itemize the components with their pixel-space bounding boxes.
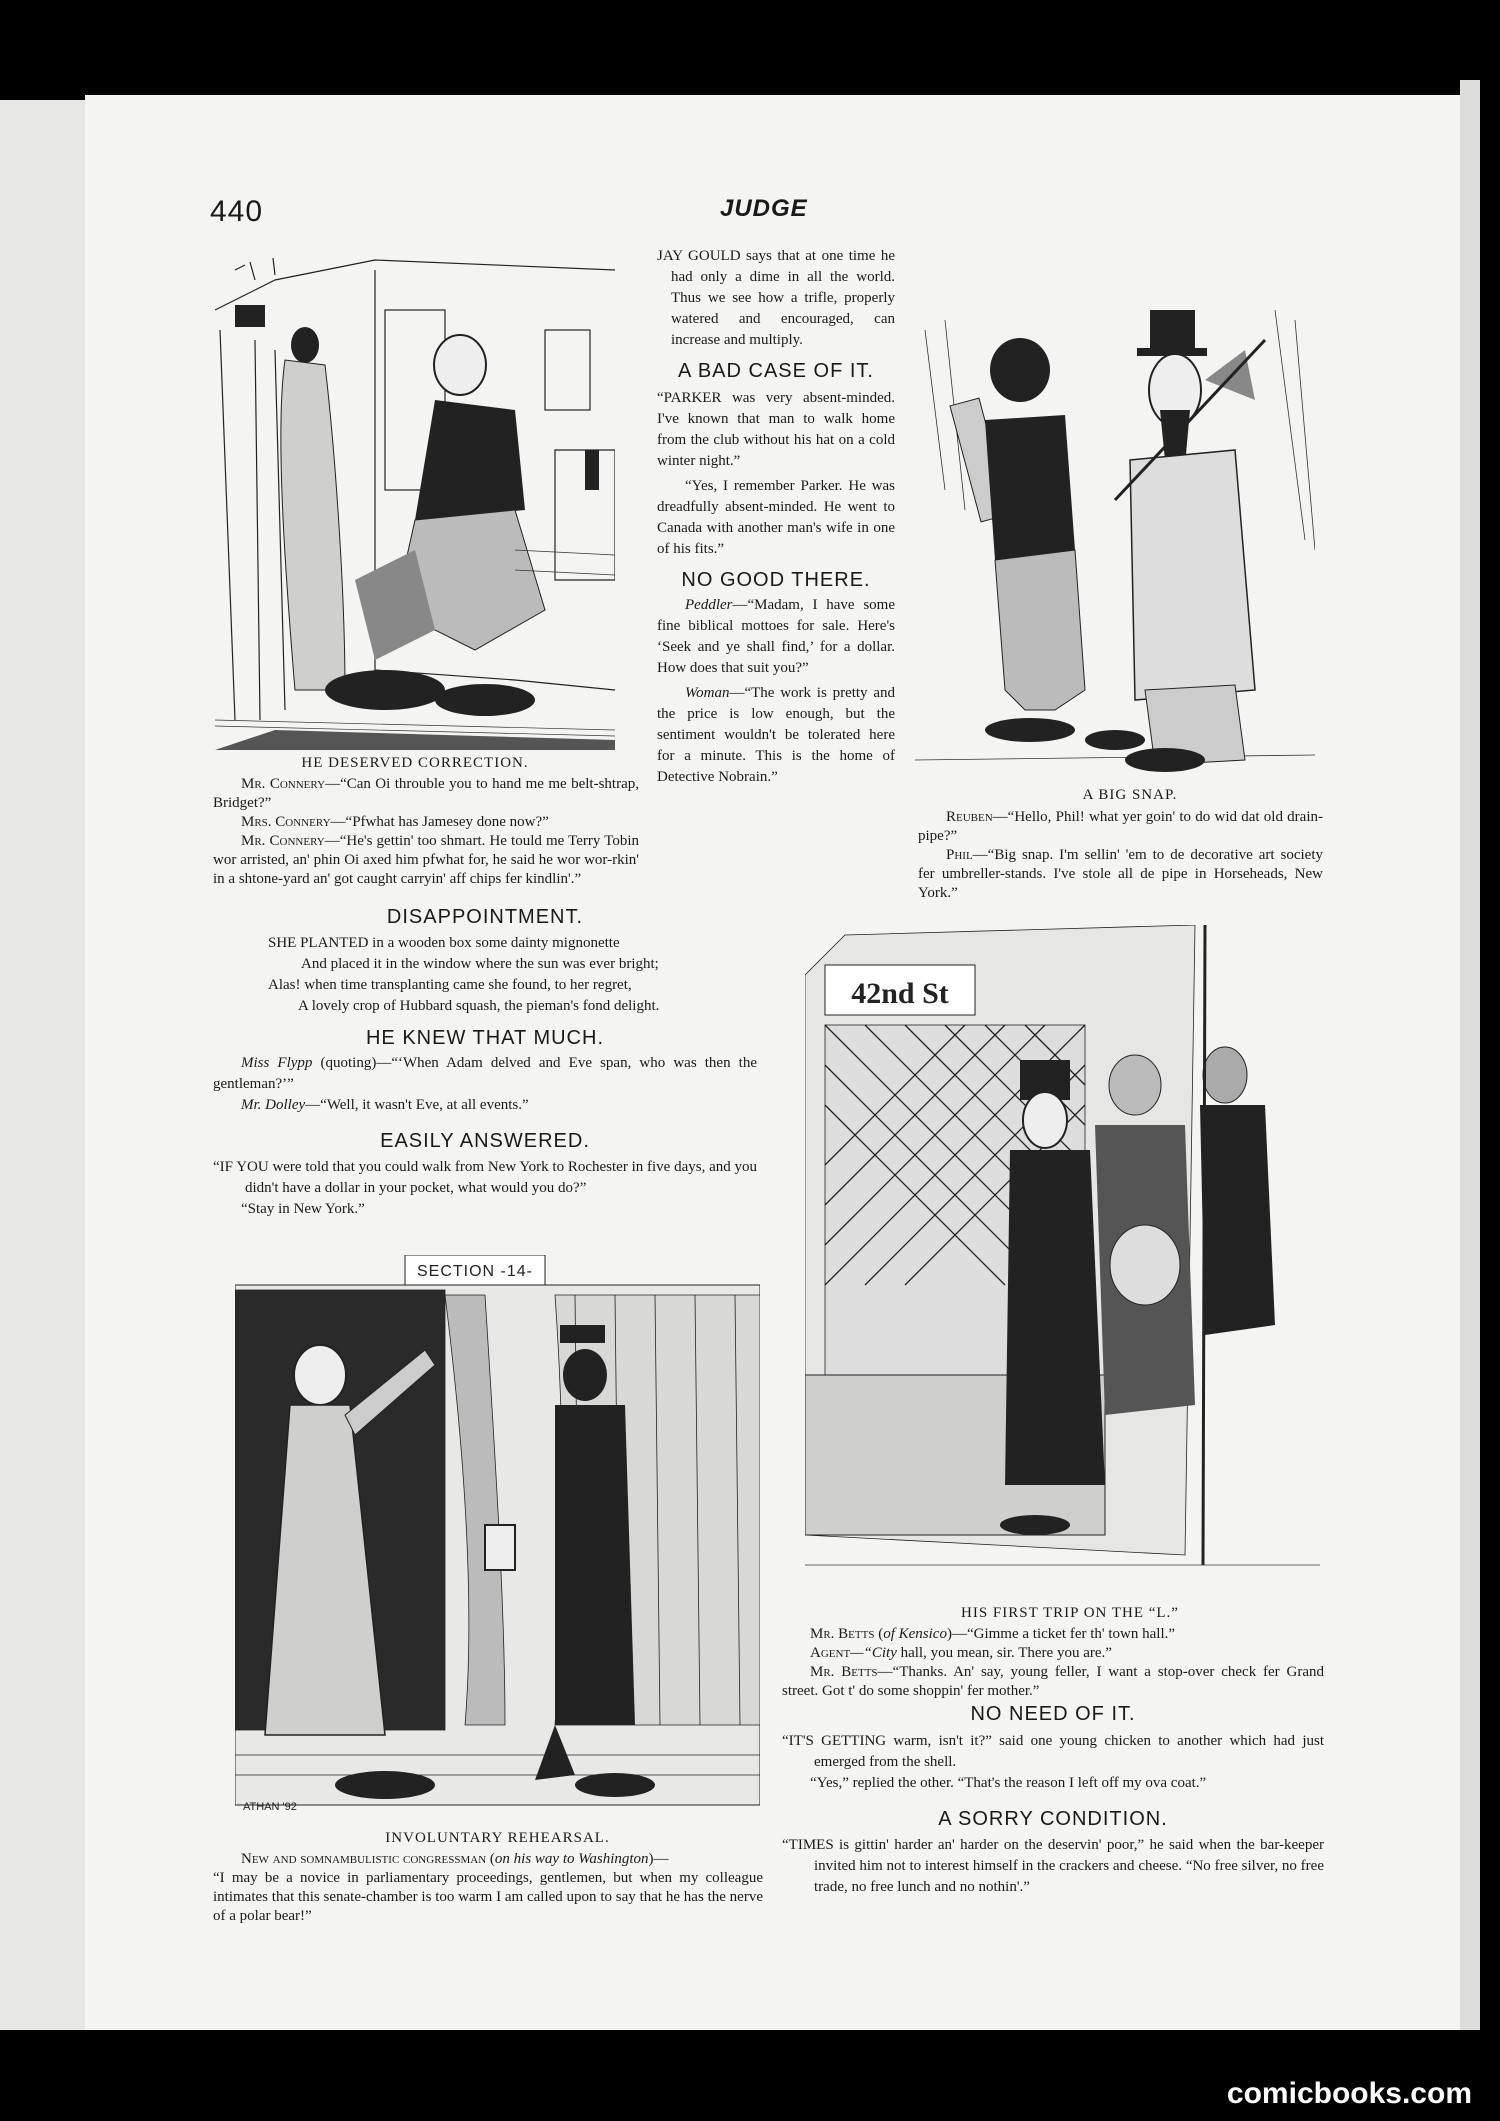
station-sign: 42nd St [851, 977, 949, 1010]
dialogue: —“Hello, Phil! what yer goin' to do wid dat old drain-pipe?” [918, 809, 1323, 844]
speaker: Mr. Connery [241, 833, 325, 849]
speaker: Miss Flypp [241, 1055, 313, 1071]
speaker: Peddler [685, 597, 733, 613]
dialogue: hall, you mean, sir. There you are.” [896, 1645, 1112, 1661]
cartoon-correction-title: HE DESERVED CORRECTION. [301, 755, 529, 771]
dialogue: —“Thanks. An' say, young feller, I want a stop-over check fer Grand street. Got t' do some shoppin' fer mother.” [782, 1664, 1324, 1699]
poem-line: Alas! when time transplanting came she found, to her regret, [268, 977, 632, 993]
dialogue: (quoting)—“‘When Adam delved and Eve span, who was then the gentleman?’” [213, 1055, 757, 1092]
cartoon-big-snap-title: A BIG SNAP. [1082, 787, 1178, 803]
disappointment-heading: DISAPPOINTMENT. [386, 906, 584, 928]
speaker: Phil [946, 847, 973, 863]
cartoon-rehearsal-title: INVOLUNTARY REHEARSAL. [385, 1830, 610, 1846]
speaker: Mr. Dolley [241, 1097, 306, 1113]
bad-case-heading: A BAD CASE OF IT. [678, 360, 874, 382]
dialogue: —“The work is pretty and the price is low enough, but the sentiment wouldn't be tolerated here for a minute. This is the home of Detective Nobrain.” [657, 685, 895, 785]
cartoon-correction-caption [213, 775, 639, 889]
bad-case-paragraph-1: “PARKER was very absent-minded. I've known that man to walk home from the club without his hat on a cold winter night.” [657, 390, 895, 469]
sorry-condition-heading: A SORRY CONDITION. [938, 1808, 1168, 1830]
artist-signature: ATHAN '92 [243, 1801, 297, 1813]
no-need-paragraph-2: “Yes,” replied the other. “That's the reason I left off my ova coat.” [810, 1775, 1207, 1791]
speaker: Mr. Betts [810, 1626, 875, 1642]
knew-that-much-text [213, 1053, 757, 1116]
dialogue: —“Gimme a ticket fer th' town hall.” [951, 1626, 1176, 1642]
no-good-heading: NO GOOD THERE. [681, 569, 871, 591]
rehearsal-quote: “I may be a novice in parliamentary proceedings, gentlemen, but when my colleague intimates that this senate-chamber is too warm I am called upon to say that he has the nerve of a polar bear!” [213, 1870, 763, 1924]
knew-that-much-heading: HE KNEW THAT MUCH. [365, 1027, 604, 1049]
speaker: Woman [685, 685, 730, 701]
sorry-condition-paragraph: “TIMES is gittin' harder an' harder on the deservin' poor,” he said when the bar-keeper invited him not to interest himself in the crackers and cheese. “No free silver, no free trade, no free lunch and no nothin'.” [782, 1837, 1324, 1895]
dialogue: —“Well, it wasn't Eve, at all events.” [305, 1097, 529, 1113]
speaker: Mrs. Connery [241, 814, 331, 830]
right-page-edge [1460, 80, 1480, 2030]
poem-line: And placed it in the window where the sun was ever bright; [301, 956, 659, 972]
disappointment-poem [268, 933, 788, 1017]
watermark: comicbooks.com [1226, 2077, 1472, 2110]
cartoon-first-trip-caption: Mr. Betts (of Kensico)—“Gimme a ticket fer th' town hall.” Agent—“City hall, you mean, sir. There you are.” Mr. Betts—“Thanks. An' say, young feller, I want a stop-over check fer Grand street. Got t' do some shoppin' fer mother.” [782, 1626, 1324, 1699]
speaker: Reuben [946, 809, 993, 825]
left-page-edge [0, 100, 85, 2030]
dialogue: —“Big snap. I'm sellin' 'em to de decorative art society fer umbreller-stands. I've stole all de pipe in Horseheads, New York.” [918, 847, 1323, 901]
dialogue: —“Madam, I have some fine biblical mottoes for sale. Here's ‘Seek and ye shall find,’ for a dollar. How does that suit you?” [657, 597, 895, 676]
cartoon-rehearsal-caption: New and somnambulistic congressman (on his way to Washington)— “I may be a novice in parliamentary proceedings, gentlemen, but when my colleague intimates that this senate-chamber is too warm I am called upon to say that he has the nerve of a polar bear!” [213, 1851, 763, 1924]
bad-case-paragraph-2: “Yes, I remember Parker. He was dreadfully absent-minded. He went to Canada with another man's wife in one of his fits.” [657, 478, 895, 557]
masthead: JUDGE [720, 195, 808, 222]
sorry-condition-text [782, 1835, 1324, 1898]
dialogue: —“Can Oi throuble you to hand me me belt-shtrap, Bridget?” [213, 776, 639, 811]
dialogue: —“He's gettin' too shmart. He tould me Terry Tobin wor arristed, an' phin Oi axed him pfwhat for, he said he wor wor-rkin' in a shtone-yard an' got caught carryin' aff chips fer kindlin'.” [213, 833, 640, 887]
easily-answered-answer: “Stay in New York.” [241, 1201, 365, 1217]
speaker: Agent [810, 1645, 851, 1661]
cartoon-correction-illustration [215, 250, 615, 750]
cartoon-first-trip-title: HIS FIRST TRIP ON THE “L.” [961, 1605, 1179, 1621]
jay-gould-paragraph: JAY GOULD says that at one time he had only a dime in all the world. Thus we see how a trifle, properly watered and encouraged, can increase and multiply. [657, 248, 895, 348]
cartoon-big-snap-caption [918, 808, 1323, 903]
cartoon-first-trip-illustration [805, 925, 1320, 1585]
dialogue-italic: —“City [850, 1645, 897, 1661]
speaker: Mr. Connery [241, 776, 326, 792]
no-need-paragraph-1: “IT'S GETTING warm, isn't it?” said one young chicken to another which had just emerged from the shell. [782, 1733, 1324, 1770]
poem-line: A lovely crop of Hubbard squash, the pieman's fond delight. [298, 998, 660, 1014]
middle-column [657, 246, 895, 788]
cartoon-rehearsal-illustration [235, 1255, 760, 1825]
poem-line: SHE PLANTED in a wooden box some dainty mignonette [268, 935, 620, 951]
subtitle: New and somnambulistic congressman [241, 1851, 487, 1867]
no-need-heading: NO NEED OF IT. [970, 1703, 1136, 1725]
cartoon-big-snap-illustration [915, 290, 1315, 780]
easily-answered-heading: EASILY ANSWERED. [380, 1130, 590, 1152]
dialogue: —“Pfwhat has Jamesey done now?” [330, 814, 549, 830]
easily-answered-text [213, 1157, 757, 1220]
section-sign: SECTION -14- [416, 1263, 534, 1280]
subtitle-italic: on his way to Washington [494, 1851, 649, 1867]
page-number: 440 [210, 195, 264, 228]
easily-answered-question: “IF YOU were told that you could walk from New York to Rochester in five days, and you didn't have a dollar in your pocket, what would you do?” [213, 1159, 757, 1196]
speaker: Mr. Betts [810, 1664, 878, 1680]
speaker-origin: of Kensico [883, 1626, 947, 1642]
no-need-text [782, 1731, 1324, 1794]
